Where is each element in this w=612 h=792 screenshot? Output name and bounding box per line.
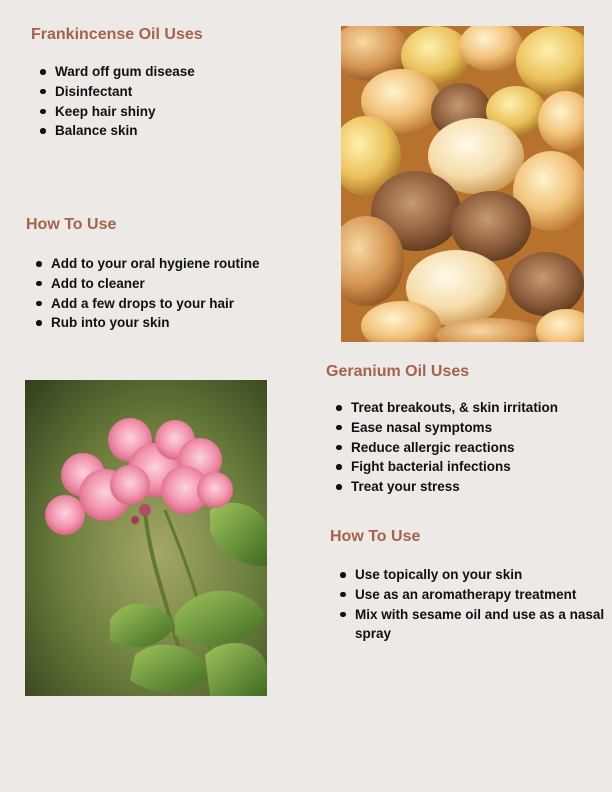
geranium-uses-list xyxy=(334,398,604,497)
list-item: Add a few drops to your hair xyxy=(34,294,324,314)
list-item: Ward off gum disease xyxy=(38,62,298,82)
list-item: Treat breakouts, & skin irritation xyxy=(334,398,604,418)
geranium-uses-heading: Geranium Oil Uses xyxy=(326,363,470,380)
frankincense-howto-list xyxy=(34,254,324,333)
list-item: Use topically on your skin xyxy=(338,565,606,585)
list-item: Balance skin xyxy=(38,121,298,141)
frankincense-uses-heading: Frankincense Oil Uses xyxy=(31,26,203,43)
frankincense-howto-heading: How To Use xyxy=(26,216,117,233)
list-item: Treat your stress xyxy=(334,477,604,497)
list-item: Add to your oral hygiene routine xyxy=(34,254,324,274)
geranium-howto-heading: How To Use xyxy=(330,528,421,545)
list-item: Reduce allergic reactions xyxy=(334,438,604,458)
frankincense-resin-photo-icon xyxy=(341,26,584,342)
list-item: Keep hair shiny xyxy=(38,102,298,122)
frankincense-uses-list xyxy=(38,62,298,141)
list-item: Rub into your skin xyxy=(34,313,324,333)
list-item: Add to cleaner xyxy=(34,274,324,294)
list-item: Fight bacterial infections xyxy=(334,457,604,477)
geranium-flower-photo-icon xyxy=(25,380,267,696)
list-item: Mix with sesame oil and use as a nasal spray xyxy=(338,605,606,645)
list-item: Use as an aromatherapy treatment xyxy=(338,585,606,605)
geranium-howto-list xyxy=(338,565,606,644)
list-item: Ease nasal symptoms xyxy=(334,418,604,438)
list-item: Disinfectant xyxy=(38,82,298,102)
